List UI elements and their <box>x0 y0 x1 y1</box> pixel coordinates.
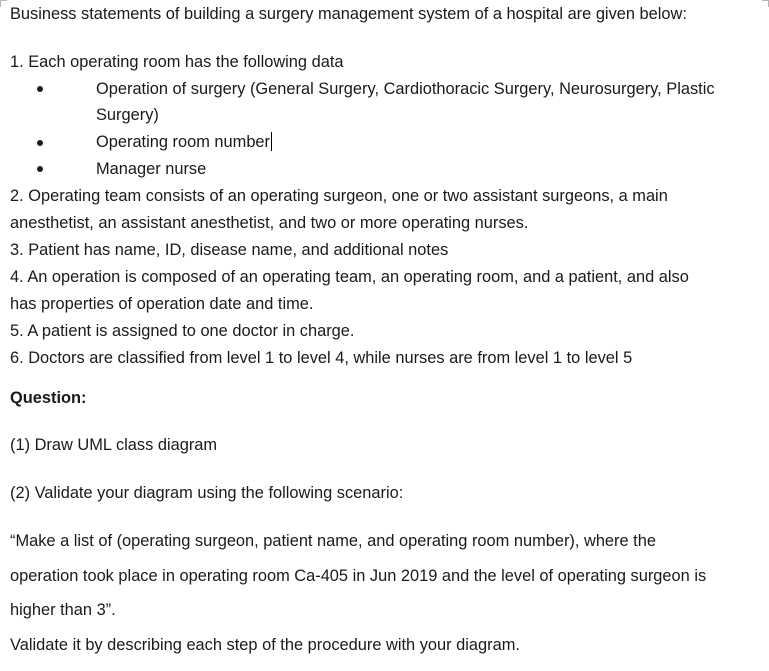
bullet-item-operation: Operation of surgery (General Surgery, Cardiothoracic Surgery, Neurosurgery, Plastic <box>96 80 715 98</box>
bullet-dot <box>37 166 43 172</box>
statement-2-line-2: anesthetist, an assistant anesthetist, and two or more operating nurses. <box>10 214 529 232</box>
statement-3: 3. Patient has name, ID, disease name, and additional notes <box>10 241 449 259</box>
statement-6: 6. Doctors are classified from level 1 to level 4, while nurses are from level 1 to level 5 <box>10 349 633 367</box>
statement-5: 5. A patient is assigned to one doctor in charge. <box>10 322 355 340</box>
bullet-dot <box>37 140 43 146</box>
page-corner-mark-right <box>762 0 769 7</box>
statement-4-line-2: has properties of operation date and time. <box>10 295 314 313</box>
question-2: (2) Validate your diagram using the following scenario: <box>10 484 404 502</box>
scenario-line-1: “Make a list of (operating surgeon, patient name, and operating room number), where the <box>10 532 656 550</box>
statement-2-line-1: 2. Operating team consists of an operating surgeon, one or two assistant surgeons, a main <box>10 187 668 205</box>
bullet-item-operation-continued: Surgery) <box>96 106 159 124</box>
intro-text: Business statements of building a surgery management system of a hospital are given below: <box>10 5 687 23</box>
page-corner-mark-left <box>0 0 7 7</box>
question-1: (1) Draw UML class diagram <box>10 436 218 454</box>
statement-1: 1. Each operating room has the following data <box>10 53 344 71</box>
bullet-item-room-number <box>96 132 272 152</box>
question-heading: Question: <box>10 389 87 407</box>
validate-instruction: Validate it by describing each step of the procedure with your diagram. <box>10 636 520 654</box>
scenario-line-3: higher than 3”. <box>10 601 116 619</box>
bullet-item-manager-nurse: Manager nurse <box>96 160 207 178</box>
text-cursor <box>271 132 272 151</box>
bullet-item-room-number-text: Operating room number <box>96 133 271 151</box>
bullet-dot <box>37 86 43 92</box>
statement-4-line-1: 4. An operation is composed of an operating team, an operating room, and a patient, and also <box>10 268 689 286</box>
scenario-line-2: operation took place in operating room Ca-405 in Jun 2019 and the level of operating surgeon is <box>10 567 707 585</box>
